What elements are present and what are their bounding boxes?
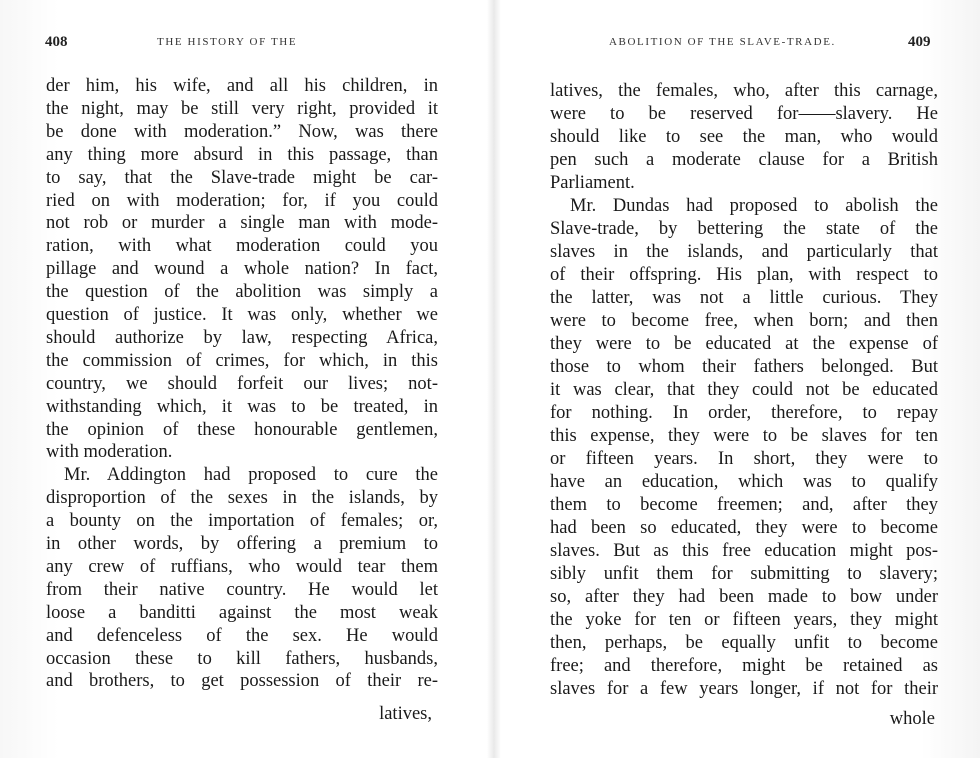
left-running-head: THE HISTORY OF THE	[157, 36, 298, 48]
left-text-line: to say, that the Slave-trade might be car-	[46, 167, 438, 188]
left-text-line: loose a banditti against the most weak	[46, 602, 438, 623]
left-text-line: and defenceless of the sex. He would	[46, 625, 438, 646]
right-catchword: whole	[889, 709, 935, 729]
right-text-line: for nothing. In order, therefore, to repay	[550, 403, 938, 423]
left-text-line: the opinion of these honourable gentlemen,	[46, 419, 438, 440]
left-page-number: 408	[45, 34, 68, 50]
left-text-line: with moderation.	[46, 442, 173, 463]
left-text-line: the question of the abolition was simply a	[46, 282, 438, 303]
left-text-line: any thing more absurd in this passage, than	[46, 144, 438, 165]
right-text-line: of their offspring. His plan, with respect to	[550, 265, 938, 285]
left-text-line: and brothers, to get possession of their re-	[46, 671, 438, 692]
left-text-line: not rob or murder a single man with mode-	[46, 213, 438, 234]
right-page	[501, 0, 980, 758]
left-text-line: disproportion of the sexes in the islands, by	[46, 488, 438, 509]
right-text-line: pen such a moderate clause for a British	[550, 150, 938, 170]
right-text-line: slaves in the islands, and particularly that	[550, 242, 938, 262]
right-text-line: sibly unfit them for submitting to slavery;	[550, 564, 938, 584]
left-text-line: der him, his wife, and all his children, in	[46, 76, 438, 96]
right-text-line: then, perhaps, be equally unfit to become	[550, 633, 938, 653]
right-text-line: it was clear, that they could not be educated	[550, 380, 938, 400]
left-text-line: question of justice. It was only, whether we	[46, 305, 438, 325]
right-text-line: the yoke for ten or fifteen years, they might	[550, 610, 938, 630]
right-text-line: they were to be educated at the expense of	[550, 334, 938, 354]
right-text-line: slaves for a few years longer, if not for their	[550, 679, 938, 699]
left-text-line: should authorize by law, respecting Africa,	[46, 327, 438, 348]
book-gutter	[487, 0, 501, 758]
left-text-line: in other words, by offering a premium to	[46, 534, 438, 554]
right-text-line: should like to see the man, who would	[550, 127, 938, 147]
right-text-line: have an education, which was to qualify	[550, 472, 938, 492]
left-catchword: latives,	[379, 704, 432, 724]
left-text-line: ration, with what moderation could you	[46, 236, 438, 257]
left-text-line: a bounty on the importation of females; or,	[46, 511, 438, 532]
right-text-line: Slave-trade, by bettering the state of the	[550, 219, 938, 239]
right-text-line: latives, the females, who, after this carnage,	[550, 81, 938, 101]
right-text-line: slaves. But as this free education might pos-	[550, 541, 938, 561]
right-text-line: the latter, was not a little curious. They	[550, 288, 938, 308]
left-text-line: withstanding which, it was to be treated, in	[46, 396, 438, 417]
right-text-line: so, after they had been made to bow under	[550, 587, 938, 607]
right-running-head: ABOLITION OF THE SLAVE-TRADE.	[609, 36, 836, 48]
right-text-line: them to become freemen; and, after they	[550, 495, 938, 515]
left-page	[0, 0, 487, 758]
right-text-line: free; and therefore, might be retained as	[550, 656, 938, 676]
left-text-line: any crew of ruffians, who would tear them	[46, 556, 438, 577]
right-text-line: Mr. Dundas had proposed to abolish the	[570, 196, 938, 216]
right-text-line: had been so educated, they were to become	[550, 518, 938, 538]
right-page-number: 409	[908, 34, 931, 50]
left-text-line: the commission of crimes, for which, in this	[46, 350, 438, 371]
left-text-line: country, we should forfeit our lives; not-	[46, 373, 438, 394]
right-text-line: this expense, they were to be slaves for ten	[550, 426, 938, 446]
right-text-line: those to whom their fathers belonged. But	[550, 357, 938, 377]
left-text-line: Mr. Addington had proposed to cure the	[64, 465, 438, 486]
left-text-line: occasion these to kill fathers, husbands,	[46, 648, 438, 669]
right-text-line: were to become free, when born; and then	[550, 311, 938, 331]
left-text-line: ried on with moderation; for, if you could	[46, 190, 438, 211]
right-text-line: or fifteen years. In short, they were to	[550, 449, 938, 469]
left-text-line: from their native country. He would let	[46, 579, 438, 600]
right-text-line: Parliament.	[550, 173, 635, 193]
left-text-line: the night, may be still very right, provided it	[46, 98, 438, 119]
left-text-line: be done with moderation.” Now, was there	[46, 121, 438, 142]
right-text-line: were to be reserved for——slavery. He	[550, 104, 938, 124]
left-text-line: pillage and wound a whole nation? In fact,	[46, 259, 438, 280]
